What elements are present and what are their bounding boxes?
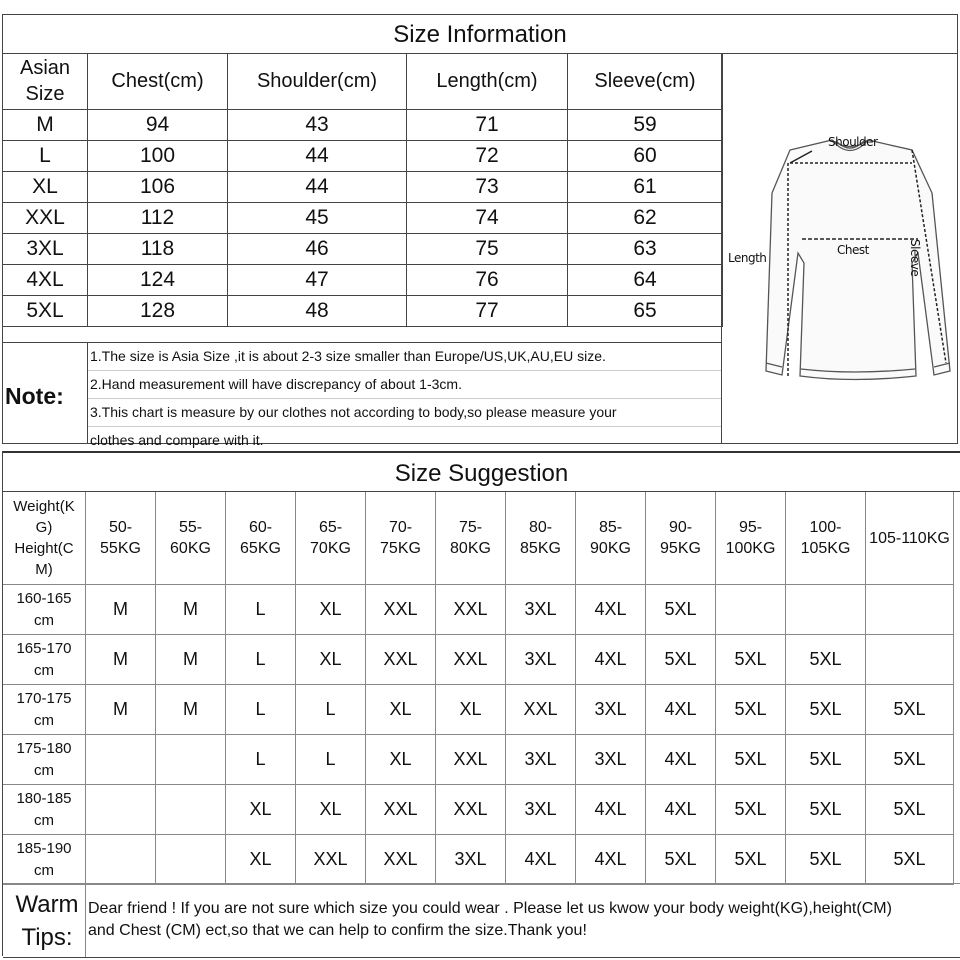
weight-header-text: 100KG <box>725 540 776 557</box>
measurement-cell: 112 <box>88 203 228 234</box>
suggested-size-cell: XL <box>226 785 296 835</box>
weight-header-cell <box>866 492 954 585</box>
suggested-size-cell: 4XL <box>646 785 716 835</box>
measurement-cell: 65 <box>568 296 723 327</box>
suggested-size-cell: XXL <box>436 585 506 635</box>
note-lines <box>87 343 721 448</box>
height-text: 175-180 <box>16 739 72 757</box>
size-row <box>3 203 723 234</box>
suggestion-row <box>3 735 954 785</box>
measurement-cell: 46 <box>228 234 407 265</box>
weight-header-text: 60- <box>248 519 273 536</box>
warm-text-line-1: Dear friend ! If you are not sure which size you could wear . Please let us kwow your body weight(KG),height(CM) <box>88 900 892 917</box>
suggested-size-cell: 3XL <box>506 635 576 685</box>
measurement-cell: 44 <box>228 141 407 172</box>
measurement-cell: 63 <box>568 234 723 265</box>
suggested-size-cell: 5XL <box>716 685 786 735</box>
weight-height-corner <box>3 492 86 585</box>
suggested-size-cell: 3XL <box>576 735 646 785</box>
size-suggestion-panel <box>2 451 960 956</box>
weight-header-cell <box>366 492 436 585</box>
suggested-size-cell: L <box>296 685 366 735</box>
suggested-size-cell <box>866 635 954 685</box>
suggested-size-cell: XL <box>436 685 506 735</box>
warm-tips-area <box>3 883 960 958</box>
measurement-cell: 45 <box>228 203 407 234</box>
weight-header-cell <box>436 492 506 585</box>
height-cell <box>3 635 86 685</box>
suggested-size-cell: XXL <box>366 585 436 635</box>
size-label-cell: XXL <box>3 203 88 234</box>
suggested-size-cell: XL <box>366 685 436 735</box>
suggested-size-cell: L <box>226 585 296 635</box>
suggested-size-cell: M <box>86 685 156 735</box>
diagram-label-chest: Chest <box>837 243 869 257</box>
weight-header-text: 90- <box>668 519 693 536</box>
suggested-size-cell: 5XL <box>646 635 716 685</box>
suggested-size-cell: 5XL <box>866 785 954 835</box>
diagram-label-sleeve: Sleeve <box>908 239 922 277</box>
size-row <box>3 172 723 203</box>
measurement-cell: 118 <box>88 234 228 265</box>
height-cell <box>3 785 86 835</box>
suggested-size-cell: 3XL <box>506 585 576 635</box>
suggested-size-cell: XXL <box>366 835 436 885</box>
suggested-size-cell: M <box>86 635 156 685</box>
measurement-cell: 106 <box>88 172 228 203</box>
measurement-cell: 128 <box>88 296 228 327</box>
suggestion-row <box>3 635 954 685</box>
suggested-size-cell: 5XL <box>716 635 786 685</box>
size-label-cell: XL <box>3 172 88 203</box>
height-text: 160-165 <box>16 589 72 607</box>
weight-header-cell <box>716 492 786 585</box>
measurement-cell: 44 <box>228 172 407 203</box>
weight-header-cell <box>576 492 646 585</box>
suggested-size-cell: M <box>156 635 226 685</box>
size-row <box>3 296 723 327</box>
suggested-size-cell: XXL <box>436 735 506 785</box>
note-line-3: 3.This chart is measure by our clothes not according to body,so please measure your <box>88 399 721 427</box>
weight-header-text: 75KG <box>380 540 421 557</box>
shirt-measurement-diagram <box>721 53 958 444</box>
warm-text-line-2: and Chest (CM) ect,so that we can help to confirm the size.Thank you! <box>88 922 587 939</box>
height-cell <box>3 835 86 885</box>
measurement-cell: 71 <box>407 110 568 141</box>
size-information-panel <box>2 14 958 448</box>
weight-header-cell <box>226 492 296 585</box>
warm-label-line-1: Warm <box>15 891 79 918</box>
suggested-size-cell: 3XL <box>436 835 506 885</box>
measurement-cell: 61 <box>568 172 723 203</box>
measurement-cell: 74 <box>407 203 568 234</box>
weight-header-text: 95- <box>738 519 763 536</box>
suggested-size-cell: XL <box>296 585 366 635</box>
note-line-4: clothes and compare with it. <box>90 432 264 448</box>
note-area <box>3 342 721 448</box>
weight-header-text: 85KG <box>520 540 561 557</box>
suggested-size-cell: XXL <box>296 835 366 885</box>
suggested-size-cell: 4XL <box>576 635 646 685</box>
suggested-size-cell: L <box>226 735 296 785</box>
suggested-size-cell: 5XL <box>786 785 866 835</box>
suggested-size-cell: XL <box>296 785 366 835</box>
suggested-size-cell: XL <box>366 735 436 785</box>
weight-header-text: 70- <box>388 519 413 536</box>
size-suggestion-title: Size Suggestion <box>3 453 960 492</box>
measurement-cell: 72 <box>407 141 568 172</box>
corner-line-4: M) <box>35 561 53 578</box>
suggestion-row <box>3 785 954 835</box>
size-label-cell: M <box>3 110 88 141</box>
measurement-cell: 59 <box>568 110 723 141</box>
size-row <box>3 265 723 296</box>
suggestion-row <box>3 585 954 635</box>
suggested-size-cell <box>786 585 866 635</box>
suggested-size-cell: 4XL <box>576 785 646 835</box>
weight-header-text: 75- <box>458 519 483 536</box>
size-information-title: Size Information <box>3 15 957 54</box>
suggested-size-cell: 3XL <box>576 685 646 735</box>
warm-label-line-2: Tips: <box>21 924 73 951</box>
suggested-size-cell: L <box>226 685 296 735</box>
weight-header-text: 100- <box>809 519 842 536</box>
height-text: cm <box>34 811 54 829</box>
suggested-size-cell: XL <box>226 835 296 885</box>
weight-header-text: 105-110KG <box>869 529 950 547</box>
weight-header-text: 90KG <box>590 540 631 557</box>
measurement-cell: 124 <box>88 265 228 296</box>
warm-tips-text <box>85 884 959 957</box>
suggested-size-cell: 5XL <box>786 735 866 785</box>
warm-tips-label <box>9 888 85 954</box>
height-text: 165-170 <box>16 639 72 657</box>
suggested-size-cell <box>156 835 226 885</box>
weight-header-text: 80- <box>528 519 553 536</box>
header-asian-size <box>3 53 88 110</box>
suggested-size-cell: XXL <box>366 635 436 685</box>
weight-header-text: 85- <box>598 519 623 536</box>
weight-header-text: 80KG <box>450 540 491 557</box>
suggested-size-cell <box>86 785 156 835</box>
height-text: cm <box>34 861 54 879</box>
weight-header-cell <box>646 492 716 585</box>
height-text: cm <box>34 661 54 679</box>
suggested-size-cell: 3XL <box>506 735 576 785</box>
weight-header-row <box>3 492 954 585</box>
header-sleeve: Sleeve(cm) <box>568 53 723 110</box>
suggested-size-cell <box>716 585 786 635</box>
size-row <box>3 110 723 141</box>
suggested-size-cell: 5XL <box>866 685 954 735</box>
measurement-cell: 73 <box>407 172 568 203</box>
header-chest: Chest(cm) <box>88 53 228 110</box>
suggested-size-cell: XXL <box>506 685 576 735</box>
suggested-size-cell <box>866 585 954 635</box>
suggested-size-cell: L <box>296 735 366 785</box>
height-cell <box>3 735 86 785</box>
size-row <box>3 141 723 172</box>
size-suggestion-body <box>3 585 954 885</box>
suggested-size-cell <box>156 735 226 785</box>
suggested-size-cell: M <box>156 685 226 735</box>
suggested-size-cell: 4XL <box>576 835 646 885</box>
measurement-cell: 76 <box>407 265 568 296</box>
weight-header-text: 60KG <box>170 540 211 557</box>
weight-header-cell <box>156 492 226 585</box>
weight-header-text: 65KG <box>240 540 281 557</box>
header-length: Length(cm) <box>407 53 568 110</box>
suggested-size-cell: L <box>226 635 296 685</box>
suggested-size-cell: XXL <box>436 635 506 685</box>
diagram-label-shoulder: Shoulder <box>828 135 878 149</box>
measurement-cell: 60 <box>568 141 723 172</box>
suggested-size-cell: 5XL <box>866 835 954 885</box>
note-label: Note: <box>5 383 64 409</box>
suggested-size-cell <box>86 835 156 885</box>
height-text: cm <box>34 611 54 629</box>
suggested-size-cell: 5XL <box>646 835 716 885</box>
corner-line-3: Height(C <box>14 540 74 557</box>
corner-line-1: Weight(K <box>13 498 75 515</box>
weight-header-text: 70KG <box>310 540 351 557</box>
header-shoulder: Shoulder(cm) <box>228 53 407 110</box>
weight-header-text: 105KG <box>800 540 851 557</box>
weight-header-text: 55- <box>178 519 203 536</box>
measurement-cell: 75 <box>407 234 568 265</box>
suggested-size-cell: 5XL <box>786 835 866 885</box>
suggested-size-cell: 5XL <box>716 835 786 885</box>
height-text: 185-190 <box>16 839 72 857</box>
header-asian-size-text: Asian Size <box>19 57 71 105</box>
measurement-cell: 48 <box>228 296 407 327</box>
size-table-body <box>3 110 723 327</box>
note-line-2: 2.Hand measurement will have discrepancy of about 1-3cm. <box>88 371 721 399</box>
weight-header-cell <box>86 492 156 585</box>
height-text: 170-175 <box>16 689 72 707</box>
suggested-size-cell: 5XL <box>646 585 716 635</box>
suggested-size-cell: 5XL <box>716 735 786 785</box>
diagram-label-length: Length <box>728 251 767 265</box>
suggested-size-cell: 3XL <box>506 785 576 835</box>
measurement-cell: 62 <box>568 203 723 234</box>
suggested-size-cell: 5XL <box>786 685 866 735</box>
height-text: 180-185 <box>16 789 72 807</box>
suggested-size-cell: 4XL <box>646 685 716 735</box>
size-row <box>3 234 723 265</box>
height-text: cm <box>34 711 54 729</box>
height-cell <box>3 685 86 735</box>
weight-header-text: 55KG <box>100 540 141 557</box>
weight-header-text: 65- <box>318 519 343 536</box>
suggested-size-cell <box>156 785 226 835</box>
measurement-cell: 43 <box>228 110 407 141</box>
weight-header-cell <box>296 492 366 585</box>
measurement-cell: 94 <box>88 110 228 141</box>
size-label-cell: 3XL <box>3 234 88 265</box>
suggestion-row <box>3 835 954 885</box>
size-label-cell: 4XL <box>3 265 88 296</box>
suggested-size-cell: M <box>156 585 226 635</box>
suggested-size-cell: XXL <box>436 785 506 835</box>
measurement-cell: 77 <box>407 296 568 327</box>
suggested-size-cell: 5XL <box>866 735 954 785</box>
suggested-size-cell: 5XL <box>786 635 866 685</box>
size-label-cell: L <box>3 141 88 172</box>
suggested-size-cell: 4XL <box>646 735 716 785</box>
suggested-size-cell: 4XL <box>576 585 646 635</box>
measurement-cell: 100 <box>88 141 228 172</box>
weight-header-text: 95KG <box>660 540 701 557</box>
suggested-size-cell: M <box>86 585 156 635</box>
note-line-1: 1.The size is Asia Size ,it is about 2-3 size smaller than Europe/US,UK,AU,EU size. <box>88 343 721 371</box>
suggested-size-cell: XXL <box>366 785 436 835</box>
size-information-table <box>3 53 723 327</box>
height-cell <box>3 585 86 635</box>
weight-header-text: 50- <box>108 519 133 536</box>
suggestion-row <box>3 685 954 735</box>
suggested-size-cell: XL <box>296 635 366 685</box>
weight-header-cell <box>786 492 866 585</box>
measurement-cell: 47 <box>228 265 407 296</box>
size-suggestion-table <box>3 492 954 885</box>
size-table-header-row <box>3 53 723 110</box>
size-label-cell: 5XL <box>3 296 88 327</box>
suggested-size-cell: 5XL <box>716 785 786 835</box>
weight-header-cell <box>506 492 576 585</box>
height-text: cm <box>34 761 54 779</box>
suggested-size-cell: 4XL <box>506 835 576 885</box>
corner-line-2: G) <box>35 519 53 536</box>
suggested-size-cell <box>86 735 156 785</box>
measurement-cell: 64 <box>568 265 723 296</box>
